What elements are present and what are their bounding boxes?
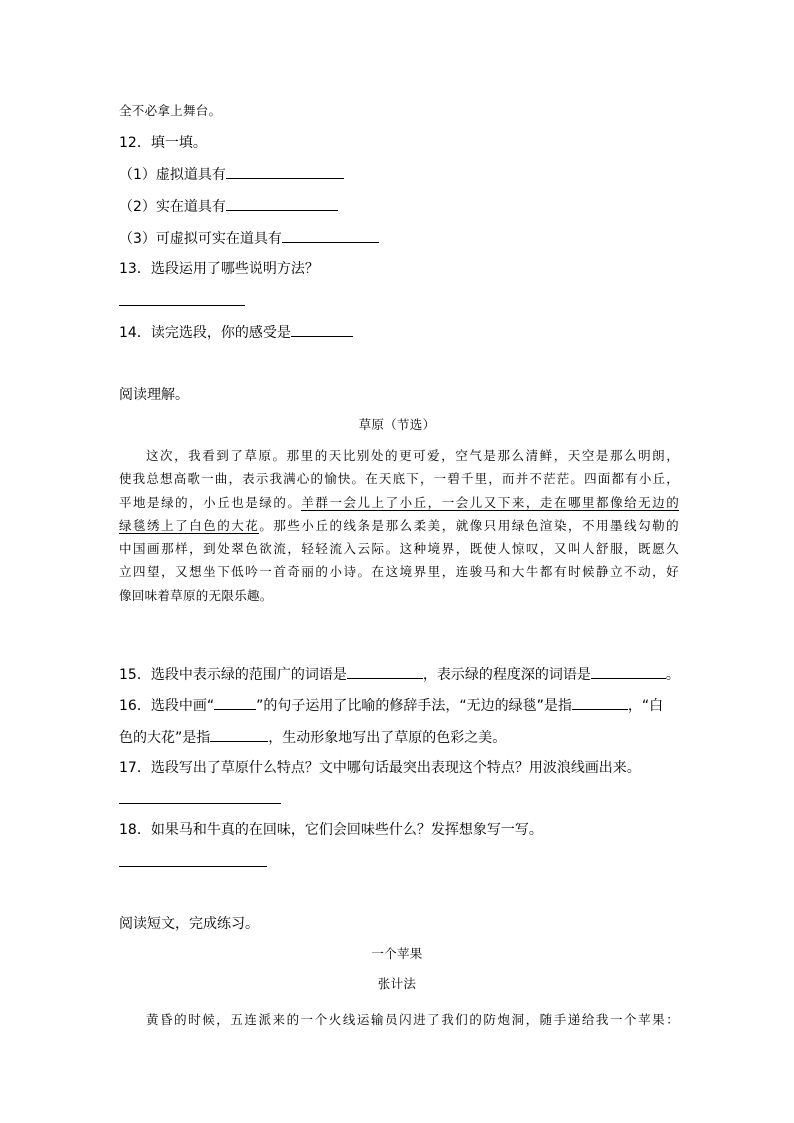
answer-blank[interactable] xyxy=(572,695,628,710)
q12-title: 12．填一填。 xyxy=(119,135,207,151)
answer-blank[interactable] xyxy=(210,727,268,742)
answer-blank[interactable] xyxy=(226,164,344,179)
underlined-sentence: 羊群一会儿上了小丘，一会儿又下来，走在哪里都像给无边的 xyxy=(301,494,679,510)
q14-text: 14．读完选段，你的感受是 xyxy=(119,322,353,343)
passage-line: 像回味着草原的无限乐趣。 xyxy=(119,587,273,603)
q16-text-cont: 色的大花”是指 ，生动形象地写出了草原的色彩之美。 xyxy=(119,727,506,748)
q13-answer-line[interactable] xyxy=(119,305,245,306)
answer-blank[interactable] xyxy=(591,664,666,679)
passage-line: 平地是绿的，小丘也是绿的。羊群一会儿上了小丘，一会儿又下来，走在哪里都像给无边的 xyxy=(119,494,679,510)
q18-answer-line[interactable] xyxy=(119,866,267,867)
answer-blank[interactable] xyxy=(291,322,353,337)
answer-blank[interactable] xyxy=(214,695,256,710)
answer-blank[interactable] xyxy=(347,664,423,679)
passage-apple xyxy=(119,1008,679,1031)
q12-item-2: （2）实在道具有 xyxy=(119,196,338,217)
passage-caoyuan xyxy=(119,444,679,607)
section2-intro: 阅读理解。 xyxy=(119,387,189,403)
passage-line: 中国画那样，到处翠色欲流，轻轻流入云际。这种境界，既使人惊叹，又叫人舒服，既愿久 xyxy=(119,541,679,557)
q12-item-1: （1）虚拟道具有 xyxy=(119,164,344,185)
passage-line: 黄昏的时候，五连派来的一个火线运输员闪进了我们的防炮洞，随手递给我一个苹果： xyxy=(146,1012,679,1027)
section3-title: 一个苹果 xyxy=(371,946,423,961)
passage-line: 使我总想高歌一曲，表示我满心的愉快。在天底下，一碧千里，而并不茫茫。四面都有小丘， xyxy=(119,471,679,487)
section2-title: 草原（节选） xyxy=(358,417,436,432)
passage-line: 这次，我看到了草原。那里的天比别处的更可爱，空气是那么清鲜，天空是那么明朗， xyxy=(146,448,679,463)
section3-intro: 阅读短文，完成练习。 xyxy=(119,916,259,932)
section3-author: 张计法 xyxy=(377,976,417,991)
passage-line: 立四望，又想坐下低吟一首奇丽的小诗。在这境界里，连骏马和大牛都有时候静立不动，好 xyxy=(119,564,679,580)
answer-blank[interactable] xyxy=(226,196,338,211)
q16-text: 16．选段中画“ ”的句子运用了比喻的修辞手法，“无边的绿毯”是指 ，“白 xyxy=(119,695,663,716)
q17-text: 17．选段写出了草原什么特点？文中哪句话最突出表现这个特点？用波浪线画出来。 xyxy=(119,760,641,776)
q15-text: 15．选段中表示绿的范围广的词语是 ，表示绿的程度深的词语是 。 xyxy=(119,664,680,685)
q12-item-3: （3）可虚拟可实在道具有 xyxy=(119,228,379,249)
underlined-sentence: 绿毯绣上了白色的大花 xyxy=(119,517,260,533)
q13-text: 13．选段运用了哪些说明方法？ xyxy=(119,261,319,277)
q11-tail: 全不必拿上舞台。 xyxy=(119,103,222,118)
q17-answer-line[interactable] xyxy=(119,803,281,804)
q18-text: 18．如果马和牛真的在回味，它们会回味些什么？发挥想象写一写。 xyxy=(119,822,543,838)
passage-line: 绿毯绣上了白色的大花。那些小丘的线条是那么柔美，就像只用绿色渲染，不用墨线勾勒的 xyxy=(119,517,679,533)
answer-blank[interactable] xyxy=(282,228,379,243)
